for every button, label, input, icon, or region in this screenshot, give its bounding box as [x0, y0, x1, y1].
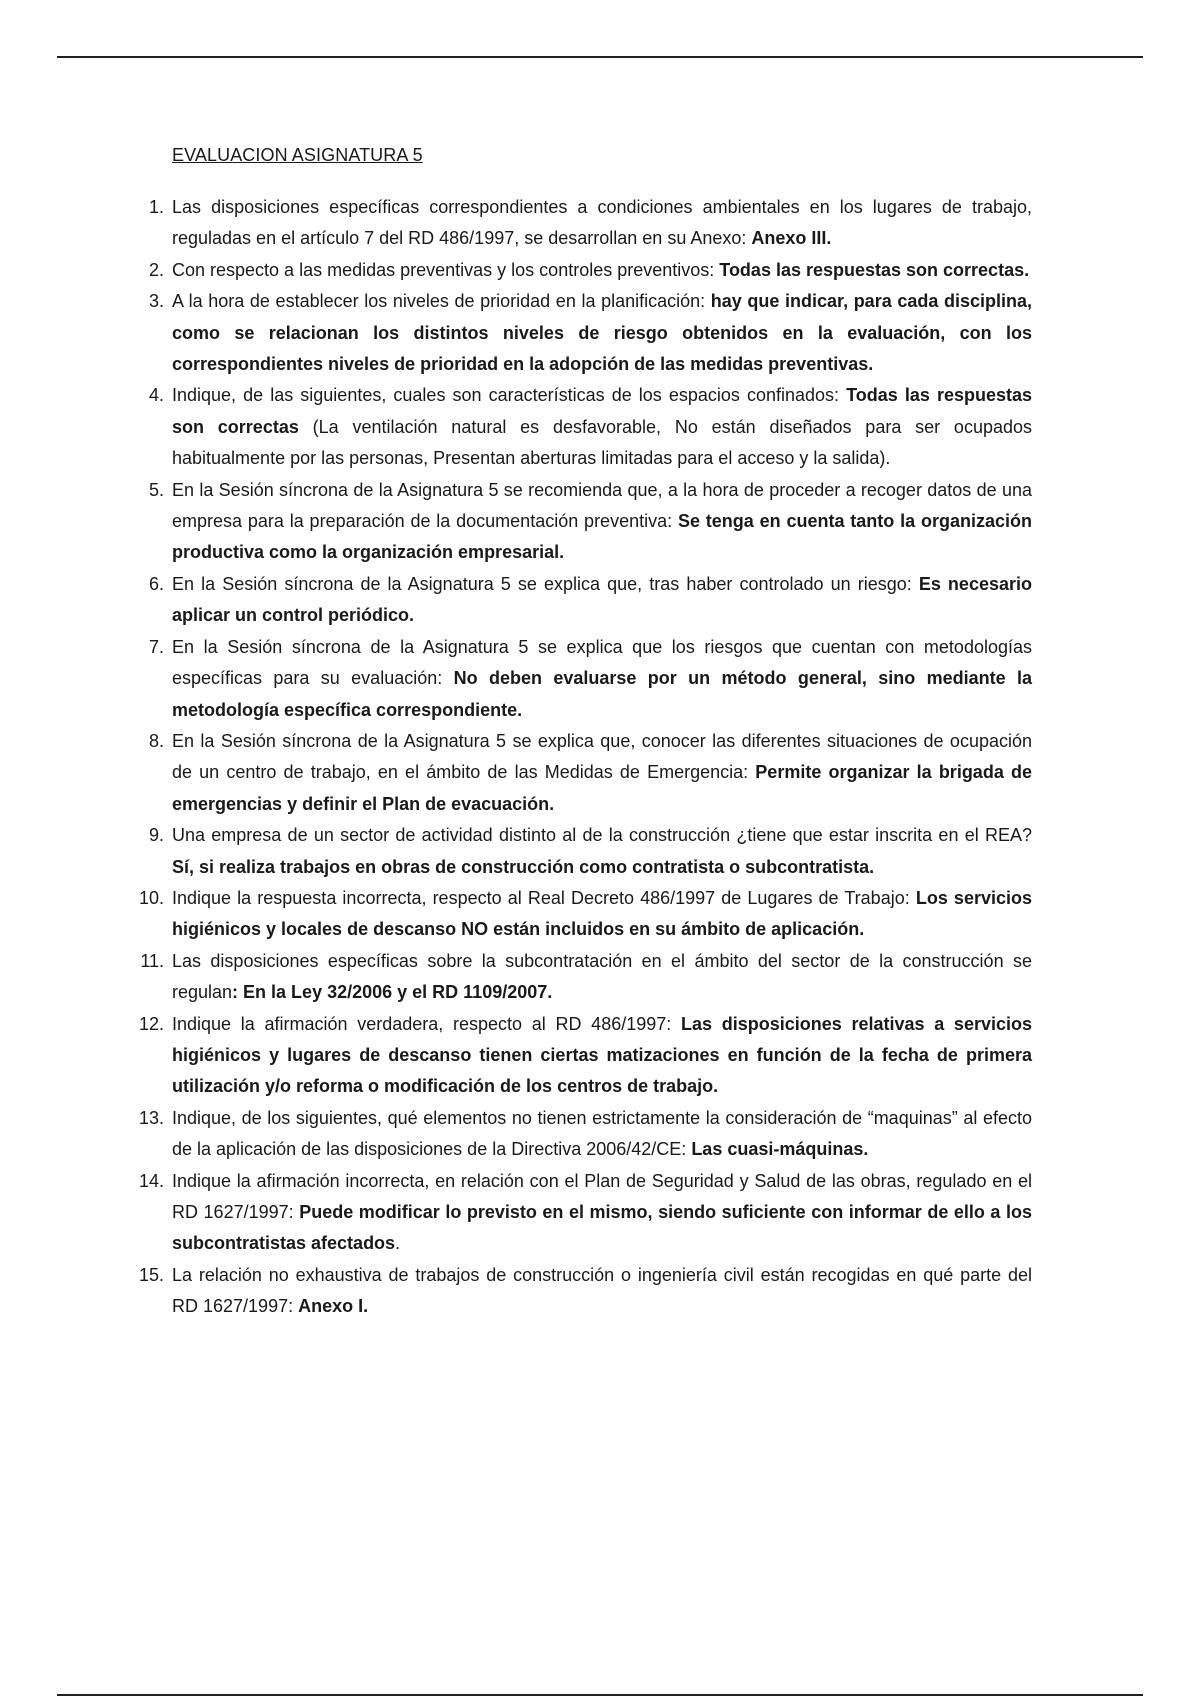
question-text: En la Sesión síncrona de la Asignatura 5 se explica que, tras haber controlado un riesgo: [172, 573, 919, 594]
question-number: 14. [138, 1170, 164, 1191]
question-text: Con respecto a las medidas preventivas y los controles preventivos: [172, 259, 720, 280]
question-item [148, 820, 1032, 883]
top-rule [57, 56, 1143, 58]
bottom-rule [57, 1694, 1143, 1696]
question-number: 3. [148, 291, 164, 312]
question-text: Las disposiciones específicas sobre la subcontratación en el ámbito del sector de la construcción se regulan [172, 950, 1032, 1003]
question-answer: No deben evaluarse por un método general, sino mediante la metodología específica correspondiente. [172, 668, 1032, 720]
question-number: 4. [148, 385, 164, 406]
question-answer: Las disposiciones relativas a servicios higiénicos y lugares de descanso tienen ciertas matizaciones en función de la fecha de primera utilización y/o reforma o modificación de los centros de trabajo. [172, 1013, 1032, 1097]
question-text: Indique la afirmación incorrecta, en relación con el Plan de Seguridad y Salud de las obras, regulado en el RD 1627/1997: [172, 1170, 1032, 1222]
question-answer: Se tenga en cuenta tanto la organización productiva como la organización empresarial. [172, 511, 1032, 563]
question-item [138, 1166, 1032, 1260]
question-item [138, 883, 1032, 946]
question-item [148, 192, 1032, 255]
question-text: Indique, de las siguientes, cuales son características de los espacios confinados: [172, 385, 847, 406]
question-text: Una empresa de un sector de actividad distinto al de la construcción ¿tiene que estar inscrita en el REA? [172, 825, 1032, 846]
question-number: 7. [148, 636, 164, 657]
question-number: 13. [138, 1107, 164, 1128]
question-text: Las disposiciones específicas correspondientes a condiciones ambientales en los lugares de trabajo, reguladas en el artículo 7 del RD 486/1997, se desarrollan en su Anexo: [172, 197, 1032, 249]
question-tail: . [395, 1233, 401, 1254]
question-item [148, 632, 1032, 726]
document-body [138, 143, 1033, 1323]
question-number: 10. [138, 887, 164, 908]
question-text: En la Sesión síncrona de la Asignatura 5 se recomienda que, a la hora de proceder a recoger datos de una empresa para la preparación de la documentación preventiva: [172, 479, 1032, 532]
question-text: Indique la afirmación verdadera, respecto al RD 486/1997: [172, 1013, 681, 1034]
question-item [148, 726, 1032, 820]
question-item [148, 569, 1032, 632]
question-item [138, 1009, 1032, 1103]
question-number: 1. [148, 197, 164, 217]
question-answer: Todas las respuestas son correctas [172, 385, 1033, 437]
question-item [138, 1260, 1032, 1323]
question-answer: : En la Ley 32/2006 y el RD 1109/2007. [232, 982, 553, 1003]
question-number: 2. [148, 259, 164, 280]
question-number: 11. [140, 950, 164, 971]
question-answer: Todas las respuestas son correctas. [719, 259, 1030, 280]
question-answer: Anexo I. [298, 1296, 369, 1317]
question-item [148, 255, 1032, 286]
question-answer: Los servicios higiénicos y locales de descanso NO están incluidos en su ámbito de aplicación. [172, 887, 1032, 940]
question-number: 15. [138, 1264, 164, 1285]
question-answer: Es necesario aplicar un control periódico. [172, 573, 1032, 626]
question-text: Indique la respuesta incorrecta, respecto al Real Decreto 486/1997 de Lugares de Trabajo: [172, 887, 916, 908]
document-title: EVALUACION ASIGNATURA 5 [172, 145, 423, 165]
question-item [148, 380, 1033, 474]
question-text: En la Sesión síncrona de la Asignatura 5 se explica que, conocer las diferentes situaciones de ocupación de un centro de trabajo, en el ámbito de las Medidas de Emergencia: [172, 730, 1032, 783]
question-text: En la Sesión síncrona de la Asignatura 5 se explica que los riesgos que cuentan con metodologías específicas para su evaluación: [172, 636, 1032, 689]
question-number: 5. [148, 479, 164, 500]
question-number: 9. [148, 825, 164, 846]
question-text: Indique, de los siguientes, qué elementos no tienen estrictamente la consideración de “maquinas” al efecto de la aplicación de las disposiciones de la Directiva 2006/42/CE: [172, 1107, 1032, 1160]
question-number: 8. [148, 730, 164, 751]
question-tail: (La ventilación natural es desfavorable, No están diseñados para ser ocupados habitualmente por las personas, Presentan aberturas limitadas para el acceso y la salida). [172, 416, 1032, 469]
question-answer: Permite organizar la brigada de emergencias y definir el Plan de evacuación. [172, 762, 1032, 814]
question-number: 6. [148, 573, 164, 594]
question-answer: Puede modificar lo previsto en el mismo, siendo suficiente con informar de ello a los subcontratistas afectados [172, 1202, 1032, 1254]
question-item [148, 475, 1032, 569]
question-list [138, 192, 1033, 1323]
question-answer: Sí, si realiza trabajos en obras de construcción como contratista o subcontratista. [172, 856, 875, 877]
question-text: La relación no exhaustiva de trabajos de construcción o ingeniería civil están recogidas en qué parte del RD 1627/1997: [172, 1264, 1032, 1317]
question-item [148, 286, 1033, 380]
question-text: A la hora de establecer los niveles de prioridad en la planificación: [172, 291, 711, 312]
question-item [138, 1103, 1032, 1166]
question-item [140, 946, 1032, 1009]
question-answer: Las cuasi-máquinas. [691, 1139, 869, 1160]
question-answer: Anexo III. [751, 228, 832, 249]
question-answer: hay que indicar, para cada disciplina, como se relacionan los distintos niveles de riesgo obtenidos en la evaluación, con los correspondientes niveles de prioridad en la adopción de las medidas preventivas. [172, 291, 1033, 375]
question-number: 12. [138, 1013, 164, 1034]
